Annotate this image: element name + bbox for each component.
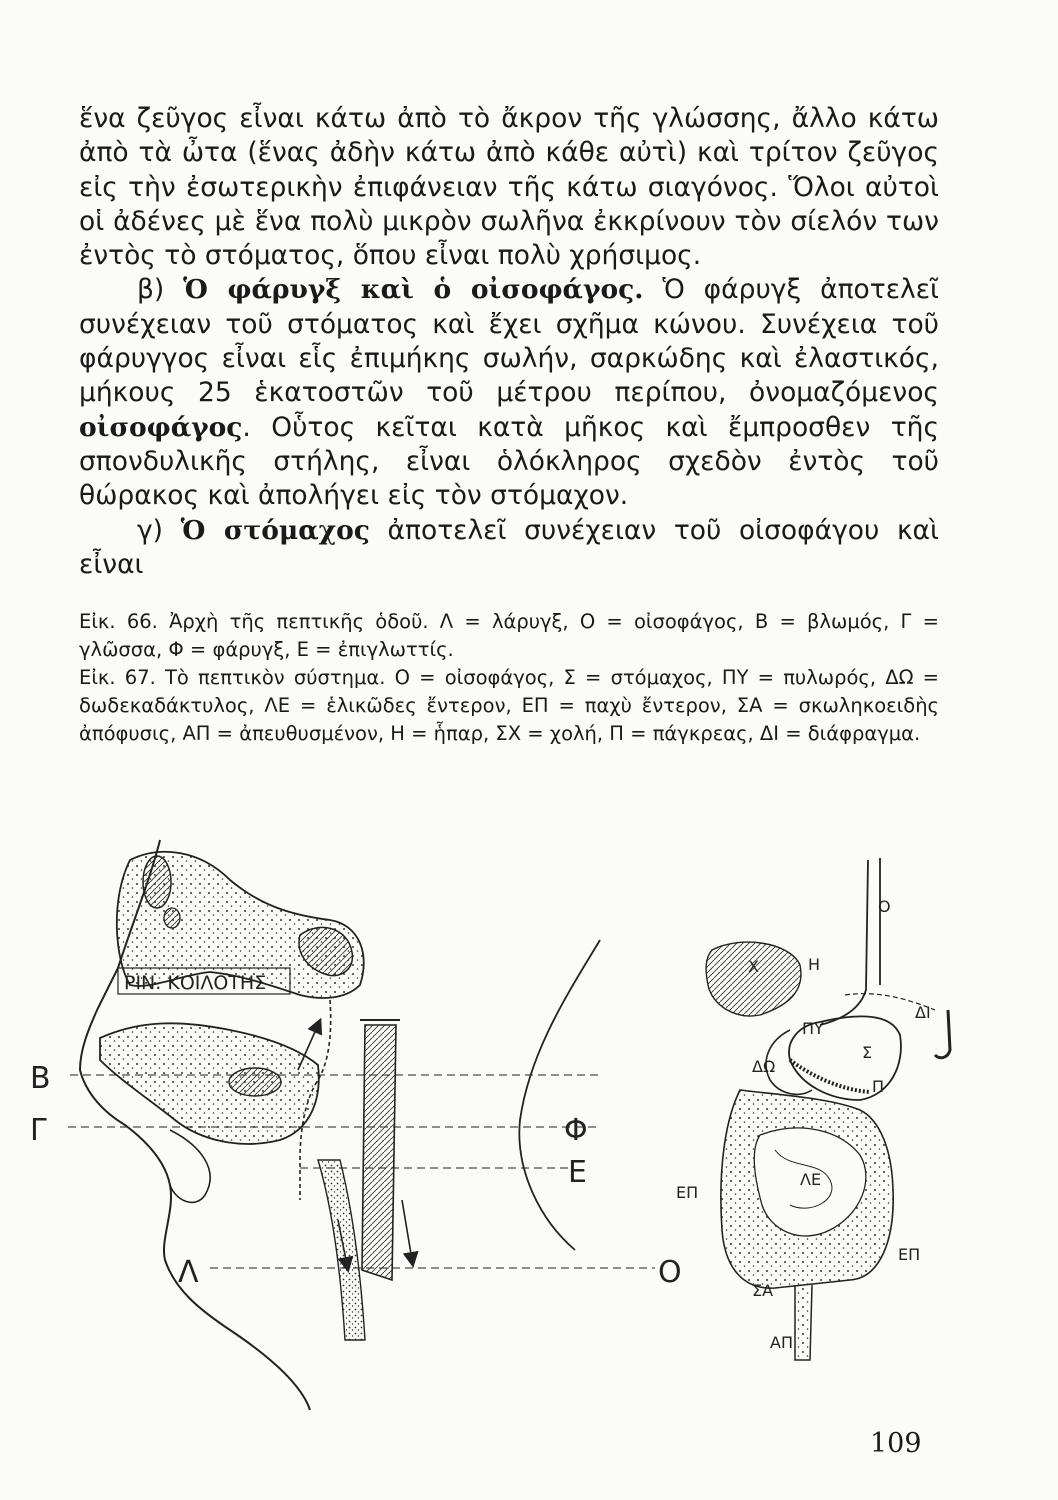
label-67-oesophagus: Ο (878, 897, 891, 916)
nasal-cavity-label: ΡΙΝ. ΚΟΙΛΟΤΗΣ (124, 972, 267, 994)
label-67-colon-left: ΕΠ (676, 1183, 699, 1202)
label-oesophagus: Ο (658, 1255, 682, 1290)
caption-fig66: Εἰκ. 66. Ἀρχὴ τῆς πεπτικῆς ὁδοῦ. Λ = λάρυγξ, Ο = οἰσοφάγος, Β = βλωμός, Γ = γλῶσσα, Φ = φάρυγξ, Ε = ἐπιγλωττίς. (79, 610, 939, 661)
paragraph-text: ἀποτελεῖ συνέχειαν τοῦ οἰσοφάγου καὶ εἶναι (79, 514, 939, 580)
spine-outline (935, 1010, 950, 1058)
label-bolus: Β (30, 1061, 51, 1096)
section-marker-c: γ) (137, 514, 181, 546)
pharynx-outline (519, 940, 600, 1250)
term-oesophagus: οἰσοφάγος (79, 411, 243, 443)
page-number: 109 (870, 1428, 922, 1459)
pancreas (790, 1060, 870, 1092)
label-67-rectum: ΑΠ (770, 1333, 793, 1352)
label-67-colon-right: ΕΠ (898, 1245, 921, 1264)
turbinate-lower (164, 908, 180, 928)
figure-66-head-section (30, 840, 682, 1410)
label-67-diaphragm: ΔΙ (915, 1003, 931, 1022)
paragraph-pharynx (79, 273, 939, 513)
paragraph-text: . Οὗτος κεῖται κατὰ μῆκος καὶ ἔμπροσθεν τῆς σπονδυλικῆς στήλης, εἶναι ὁλόκληρος σχεδὸν ἐντὸς τοῦ θώρακος καὶ ἀπολήγει εἰς τὸν στόμαχον. (79, 411, 939, 512)
label-epiglottis: Ε (568, 1155, 587, 1190)
label-67-bile: Χ (748, 957, 759, 976)
label-67-stomach: Σ (862, 1043, 873, 1062)
section-heading-pharynx: Ὁ φάρυγξ καὶ ὁ οἰσοφάγος. (183, 274, 644, 306)
section-heading-stomach: Ὁ στόμαχος (180, 514, 370, 546)
palate-tongue (100, 1023, 319, 1144)
paragraph-text: Ὁ φάρυγξ ἀποτελεῖ συνέχειαν τοῦ στόματος καὶ ἔχει σχῆμα κώνου. Συνέχεια τοῦ φάρυγγος εἶναι εἷς ἐπιμήκης σωλήν, σαρκώδης καὶ ἐλαστικός, μήκους 25 ἑκατοστῶν τοῦ μέτρου περίπου, ὀνομαζόμενος (79, 274, 939, 409)
figures (0, 795, 1058, 1415)
bolus (229, 1068, 281, 1096)
figure-captions (79, 608, 939, 748)
rectum (795, 1285, 812, 1360)
oesophagus (362, 1025, 396, 1280)
label-67-liver: Η (808, 955, 821, 974)
section-marker-b: β) (137, 274, 184, 306)
figure-67-digestive-system (676, 858, 950, 1360)
oesophagus-67 (820, 858, 880, 1025)
body-text (79, 102, 939, 582)
caption-fig67: Εἰκ. 67. Τὸ πεπτικὸν σύστημα. Ο = οἰσοφάγος, Σ = στόμαχος, ΠΥ = πυλωρός, ΔΩ = δωδεκαδάκτυλος, ΛΕ = ἑλικῶδες ἔντερον, ΕΠ = παχὺ ἔντερον, ΣΑ = σκωληκοειδὴς ἀπόφυσις, ΑΠ = ἀπευθυσμένον, Η = ἧπαρ, ΣΧ = χολή, Π = πάγκρεας, ΔΙ = διάφραγμα. (79, 666, 939, 745)
label-67-appendix: ΣΑ (752, 1281, 774, 1300)
label-larynx: Λ (178, 1255, 199, 1290)
paragraph-salivary: ἕνα ζεῦγος εἶναι κάτω ἀπὸ τὸ ἄκρον τῆς γλώσσης, ἄλλο κάτω ἀπὸ τὰ ὦτα (ἕνας ἀδὴν κάτω ἀπὸ κάθε αὐτὶ) καὶ τρίτον ζεῦγος εἰς τὴν ἐσωτερικὴν ἐπιφάνειαν τῆς κάτω σιαγόνος. Ὅλοι αὐτοὶ οἱ ἀδένες μὲ ἕνα πολὺ μικρὸν σωλῆνα ἐκκρίνουν τὸν σίελόν των ἐντὸς τὸ στόματος, ὅπου εἶναι πολὺ χρήσιμος. (79, 103, 939, 272)
label-67-pylorus: ΠΥ (802, 1019, 824, 1038)
label-67-duodenum: ΔΩ (752, 1057, 776, 1076)
turbinate-upper (143, 856, 171, 908)
label-67-small-intestine: ΛΕ (800, 1170, 822, 1189)
larynx (318, 1160, 365, 1340)
label-pharynx: Φ (564, 1113, 588, 1148)
chin-jaw (170, 1130, 210, 1202)
paragraph-stomach (79, 514, 939, 583)
label-tongue: Γ (30, 1113, 47, 1148)
label-67-pancreas: Π (872, 1077, 885, 1096)
liver (706, 942, 801, 1016)
